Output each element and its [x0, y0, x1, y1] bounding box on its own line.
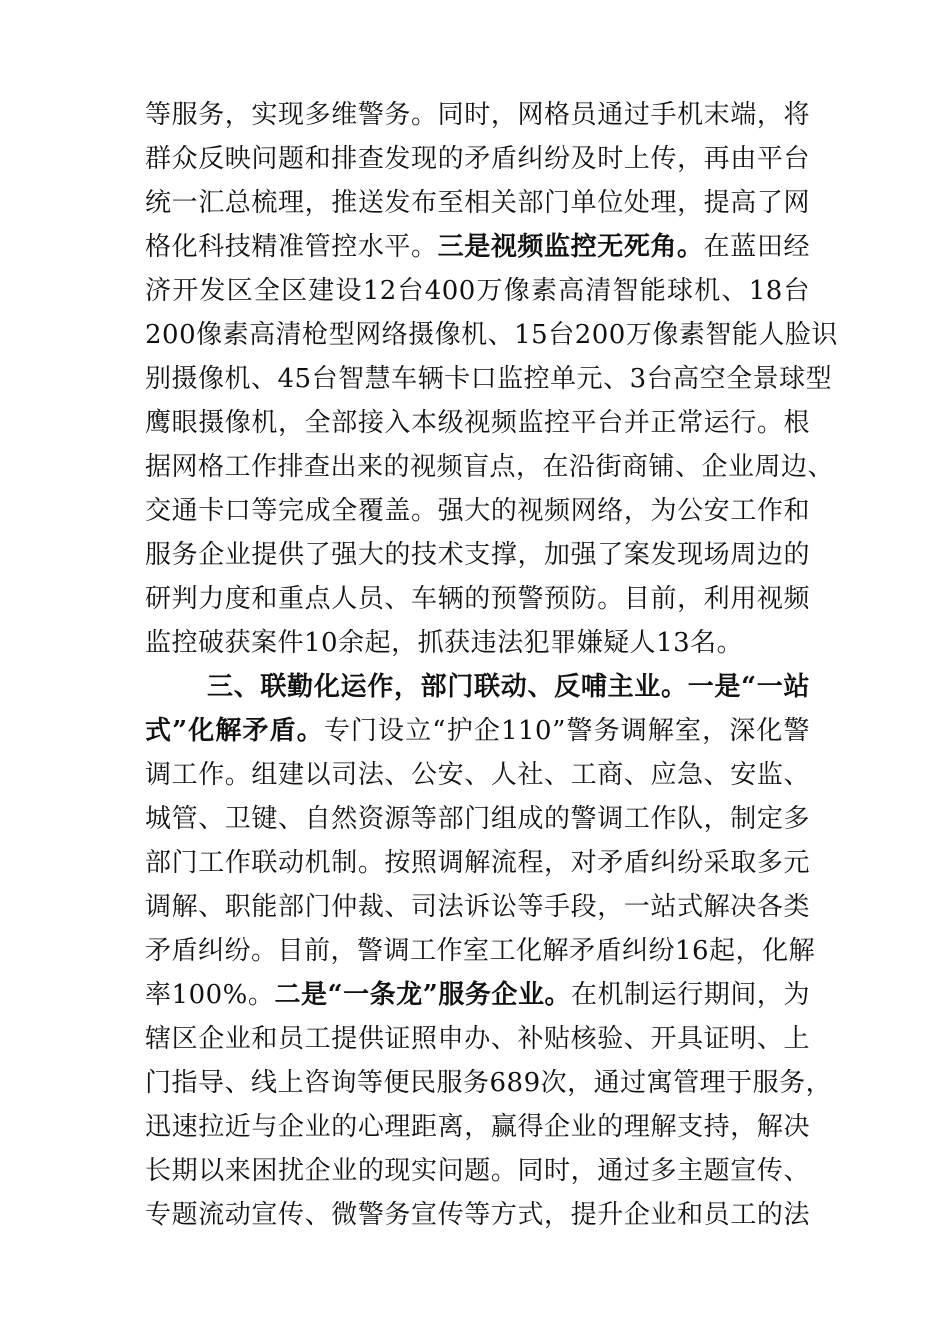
text-line: 门指导、线上咨询等便民服务689次，通过寓管理于服务，	[145, 1068, 833, 1098]
section-heading: 三、联勤化运作，部门联动、反哺主业。一是“一站	[207, 672, 810, 702]
text-line: 群众反映问题和排查发现的矛盾纠纷及时上传，再由平台	[145, 144, 810, 174]
text-line: 部门工作联动机制。按照调解流程，对矛盾纠纷采取多元	[145, 848, 810, 878]
text-line: 别摄像机、45台智慧车辆卡口监控单元、3台高空全景球型	[145, 364, 833, 394]
text-line: 调工作。组建以司法、公安、人社、工商、应急、安监、	[145, 760, 810, 790]
text-line: 鹰眼摄像机，全部接入本级视频监控平台并正常运行。根	[145, 408, 810, 438]
text-line: 辖区企业和员工提供证照申办、补贴核验、开具证明、上	[145, 1024, 810, 1054]
text-line: 调解、职能部门仲裁、司法诉讼等手段，一站式解决各类	[145, 892, 810, 922]
text-line: 济开发区全区建设12台400万像素高清智能球机、18台	[145, 276, 810, 306]
text-line: 研判力度和重点人员、车辆的预警预防。目前，利用视频	[145, 584, 810, 614]
text-line: 迅速拉近与企业的心理距离，赢得企业的理解支持，解决	[145, 1112, 810, 1142]
text-line: 格化科技精准管控水平。三是视频监控无死角。在蓝田经	[145, 232, 810, 262]
text-line: 交通卡口等完成全覆盖。强大的视频网络，为公安工作和	[145, 496, 810, 526]
text-line: 服务企业提供了强大的技术支撑，加强了案发现场周边的	[145, 540, 810, 570]
text-line: 等服务，实现多维警务。同时，网格员通过手机末端，将	[145, 100, 810, 130]
text-line: 统一汇总梳理，推送发布至相关部门单位处理，提高了网	[145, 188, 810, 218]
text-line: 矛盾纠纷。目前，警调工作室工化解矛盾纠纷16起，化解	[145, 936, 816, 966]
text-line: 专题流动宣传、微警务宣传等方式，提升企业和员工的法	[145, 1200, 810, 1230]
text-line: 城管、卫键、自然资源等部门组成的警调工作队，制定多	[145, 804, 810, 834]
bold-heading: 二是“一条龙”服务企业。	[274, 980, 572, 1010]
text-line: 据网格工作排查出来的视频盲点，在沿街商铺、企业周边、	[145, 452, 835, 482]
bold-heading: 式”化解矛盾。	[145, 716, 324, 746]
text-line: 200像素高清枪型网络摄像机、15台200万像素智能人脸识	[145, 320, 838, 350]
bold-heading: 三是视频监控无死角。	[437, 232, 704, 262]
text-line: 率100%。二是“一条龙”服务企业。在机制运行期间，为	[145, 980, 810, 1010]
text-line: 监控破获案件10余起，抓获违法犯罪嫌疑人13名。	[145, 628, 744, 658]
text-line: 长期以来困扰企业的现实问题。同时，通过多主题宣传、	[145, 1156, 810, 1186]
text-line: 式”化解矛盾。专门设立“护企110”警务调解室，深化警	[145, 716, 810, 746]
